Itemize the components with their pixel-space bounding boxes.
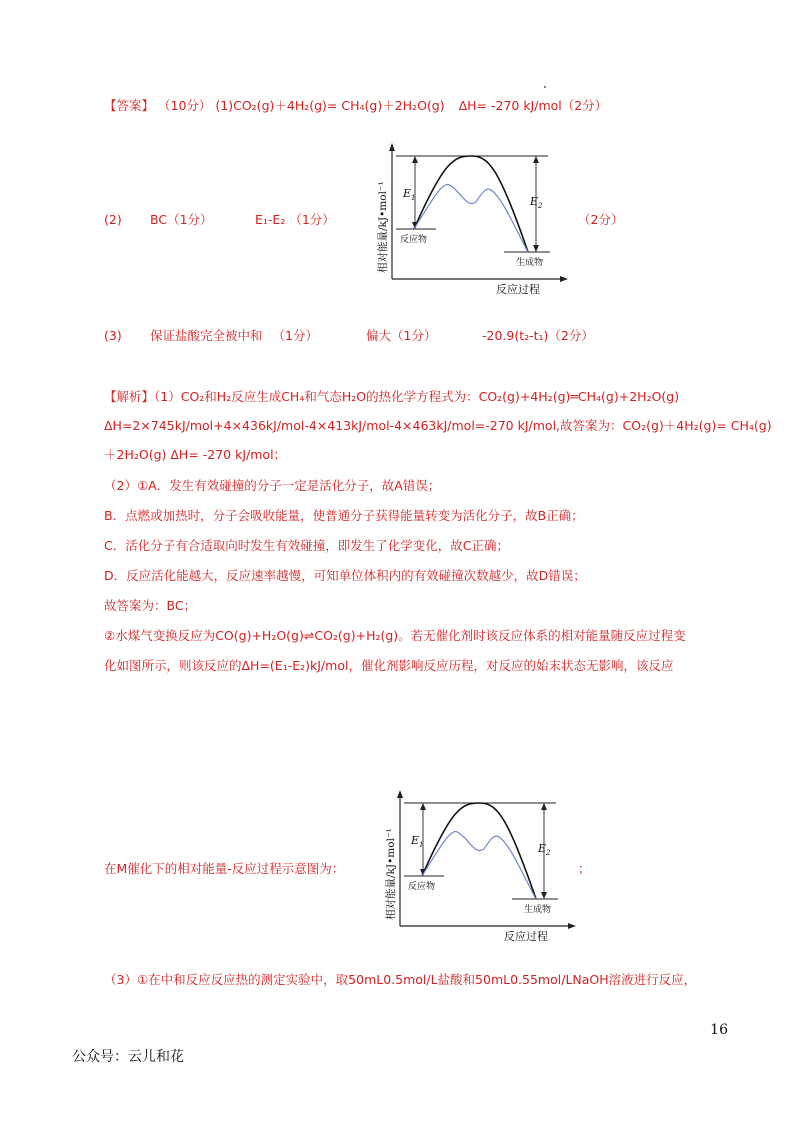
page-number: 16 — [710, 1022, 728, 1038]
ylabel-2: 相对能量/kJ•mol⁻¹ — [385, 828, 397, 920]
e1-label-1: $E_1$ — [403, 187, 416, 202]
reactant-label-1: 反应物 — [400, 235, 428, 245]
e2-label-2: $E_2$ — [538, 842, 551, 857]
answer-line-3-a3: -20.9(t₂-t₁)（2分） — [482, 328, 594, 343]
xlabel-2: 反应过程 — [504, 930, 548, 942]
answer-part1-points: （2分） — [561, 98, 608, 113]
analysis-line-3: ＋2H₂O(g) ΔH= -270 kJ/mol； — [104, 447, 287, 462]
analysis-line-12: （3）①在中和反应反应热的测定实验中，取50mL0.5mol/L盐酸和50mL0.55mol/LNaOH溶液进行反应， — [104, 972, 697, 987]
analysis-line-11-end: ； — [578, 861, 591, 876]
analysis-line-4: （2）①A．发生有效碰撞的分子一定是活化分子，故A错误； — [104, 478, 441, 493]
xlabel-1: 反应过程 — [496, 283, 540, 295]
answer-line-1 — [104, 97, 607, 115]
answer-part1-label: (1) — [215, 98, 234, 113]
analysis-line-1-text: （1）CO₂和H₂反应生成CH₄和气态H₂O的热化学方程式为：CO₂(g)+4H₂(g)═CH₄(g)+2H₂O(g) — [154, 389, 680, 404]
energy-diagram-1 — [370, 143, 570, 295]
answer-line-3-a1-text: 保证盐酸完全被中和 — [150, 328, 263, 343]
analysis-line-8: 故答案为：BC； — [104, 598, 197, 613]
answer-line-2-label: (2) — [104, 212, 122, 227]
answer-line-2-points: （2分） — [578, 212, 624, 227]
reactant-label-2: 反应物 — [408, 882, 436, 892]
analysis-line-2: ΔH=2×745kJ/mol+4×436kJ/mol-4×413kJ/mol-4×463kJ/mol=-270 kJ/mol,故答案为：CO₂(g)＋4H₂(g)= CH₄(g) — [104, 418, 772, 433]
analysis-line-5: B．点燃或加热时，分子会吸收能量，使普通分子获得能量转变为活化分子，故B正确； — [104, 508, 584, 523]
ylabel-1: 相对能量/kJ•mol⁻¹ — [377, 181, 389, 273]
answer-part1-dh: ΔH= -270 kJ/mol — [458, 98, 562, 113]
e1-label-2: $E_1$ — [411, 834, 424, 849]
answer-part1-equation: CO₂(g)＋4H₂(g)= CH₄(g)＋2H₂O(g) — [233, 98, 445, 113]
footer-text: 公众号：云儿和花 — [72, 1049, 184, 1065]
answer-line-2-a2 — [255, 211, 335, 229]
answer-line-2-a2-points: （1分） — [289, 212, 335, 227]
analysis-tag: 【解析】 — [104, 389, 155, 404]
answer-line-3-a1 — [150, 327, 318, 345]
answer-line-3-a1-points: （1分） — [272, 328, 318, 343]
answer-line-3-label: (3) — [104, 328, 122, 343]
product-label-1: 生成物 — [516, 258, 544, 268]
analysis-line-10: 化如图所示，则该反应的ΔH=(E₁-E₂)kJ/mol，催化剂影响反应历程，对反应的始末状态无影响，该反应 — [104, 658, 674, 673]
answer-tag: 【答案】 — [104, 98, 155, 113]
answer-line-3-a2: 偏大（1分） — [366, 328, 437, 343]
e2-label-1: $E_2$ — [530, 195, 543, 210]
analysis-line-6: C．活化分子有合适取向时发生有效碰撞，即发生了化学变化，故C正确； — [104, 538, 509, 553]
analysis-line-1 — [104, 388, 679, 406]
answer-score: （10分） — [158, 98, 212, 113]
analysis-line-7: D．反应活化能越大，反应速率越慢，可知单位体积内的有效碰撞次数越少，故D错误； — [104, 568, 586, 583]
energy-diagram-2 — [378, 790, 578, 942]
stray-dot — [544, 86, 546, 88]
analysis-line-11: 在M催化下的相对能量-反应过程示意图为： — [104, 861, 345, 876]
answer-line-2-a1: BC（1分） — [150, 212, 213, 227]
answer-line-2-a2-value: E₁-E₂ — [255, 212, 286, 227]
analysis-line-9: ②水煤气变换反应为CO(g)+H₂O(g)⇌CO₂(g)+H₂(g)。若无催化剂时该反应体系的相对能量随反应过程变 — [104, 628, 686, 643]
product-label-2: 生成物 — [524, 905, 552, 915]
